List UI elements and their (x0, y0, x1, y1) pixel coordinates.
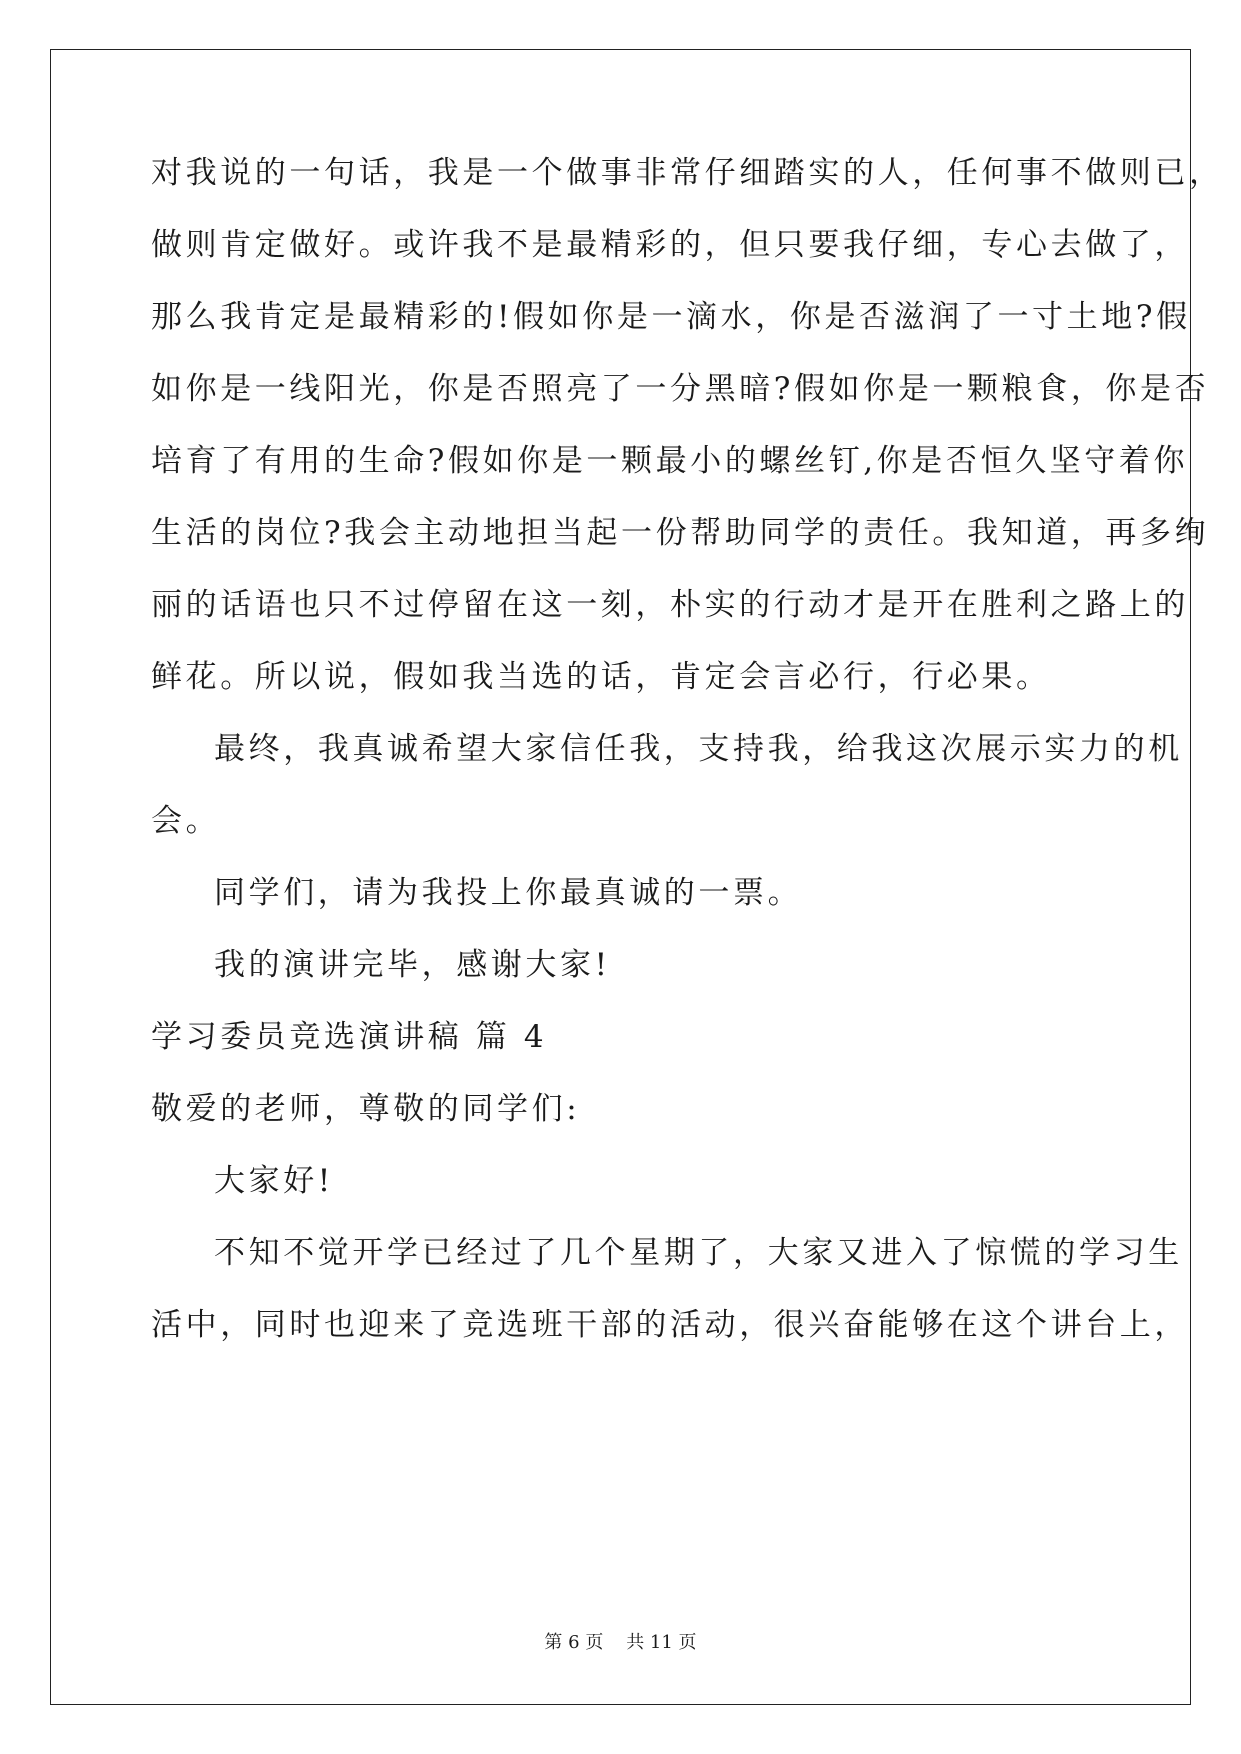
body-text-line: 那么我肯定是最精彩的!假如你是一滴水，你是否滋润了一寸土地?假 (151, 299, 1191, 335)
body-text-line: 做则肯定做好。或许我不是最精彩的，但只要我仔细，专心去做了， (151, 227, 1189, 263)
body-text-line: 会。 (151, 803, 221, 839)
body-text-line: 对我说的一句话，我是一个做事非常仔细踏实的人，任何事不做则已， (151, 155, 1224, 191)
body-text-line: 培育了有用的生命?假如你是一颗最小的螺丝钉,你是否恒久坚守着你 (151, 443, 1189, 479)
paragraph-first-line: 不知不觉开学已经过了几个星期了，大家又进入了惊慌的学习生 (214, 1235, 1183, 1271)
body-text-line: 生活的岗位?我会主动地担当起一份帮助同学的责任。我知道，再多绚 (151, 515, 1210, 551)
body-text-line: 丽的话语也只不过停留在这一刻，朴实的行动才是开在胜利之路上的 (151, 587, 1189, 623)
body-text-line: 鲜花。所以说，假如我当选的话，肯定会言必行，行必果。 (151, 659, 1051, 695)
paragraph-first-line: 我的演讲完毕，感谢大家! (214, 947, 611, 983)
paragraph-first-line: 同学们，请为我投上你最真诚的一票。 (214, 875, 803, 911)
section-heading: 学习委员竞选演讲稿 篇 4 (151, 1019, 548, 1055)
paragraph-first-line: 最终，我真诚希望大家信任我，支持我，给我这次展示实力的机 (214, 731, 1183, 767)
salutation: 敬爱的老师，尊敬的同学们: (151, 1091, 581, 1127)
greeting: 大家好! (214, 1163, 334, 1199)
page-number-footer: 第 6 页 共 11 页 (544, 1632, 697, 1653)
body-text-line: 如你是一线阳光，你是否照亮了一分黑暗?假如你是一颗粮食，你是否 (151, 371, 1210, 407)
body-text-line: 活中，同时也迎来了竞选班干部的活动，很兴奋能够在这个讲台上， (151, 1307, 1189, 1343)
